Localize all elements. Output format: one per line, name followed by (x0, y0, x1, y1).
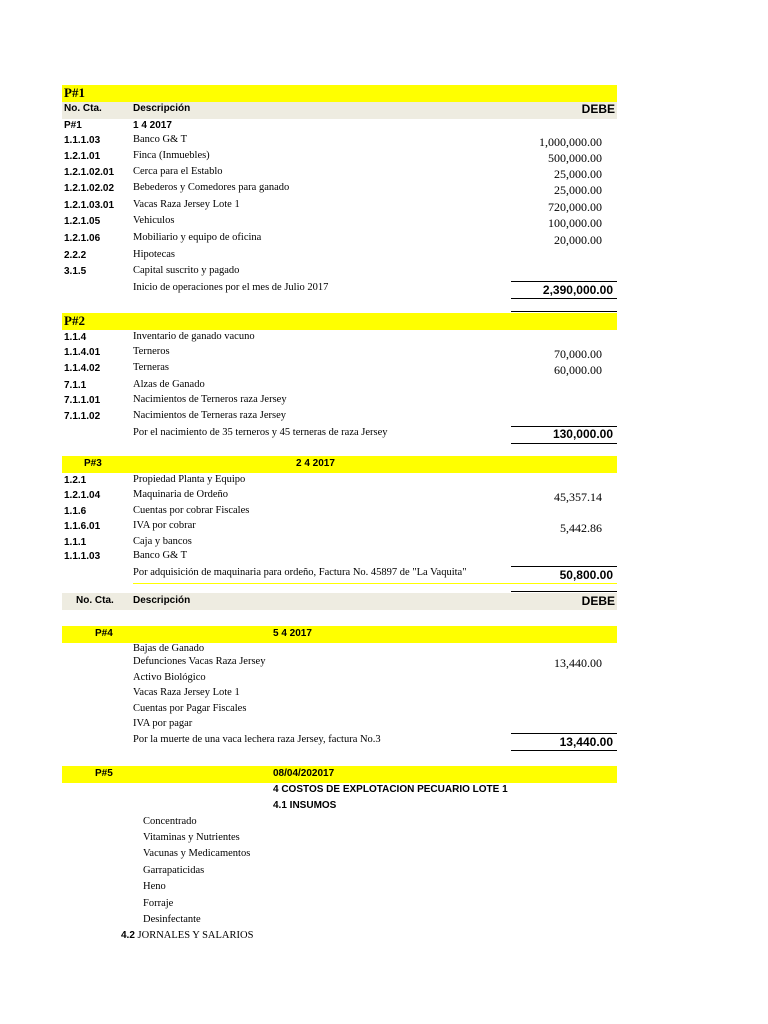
account-code: 1.1.6 (64, 506, 87, 517)
header-debe: DEBE (581, 102, 615, 116)
entry-memo: Por el nacimiento de 35 terneros y 45 terneras de raza Jersey (133, 427, 388, 438)
debit-amount: 25,000.00 (554, 167, 602, 181)
account-code: 1.1.4.02 (64, 363, 101, 374)
account-description: Mobiliario y equipo de oficina (133, 232, 262, 243)
account-code: 7.1.1.01 (64, 395, 101, 406)
p4-label: P#4 (95, 628, 113, 639)
account-description: Nacimientos de Terneros raza Jersey (133, 394, 287, 405)
list-item: Vitaminas y Nutrientes (143, 832, 240, 843)
debit-amount: 720,000.00 (548, 200, 602, 214)
entry-total: 130,000.00 (552, 427, 613, 441)
p5-label: P#5 (95, 768, 113, 779)
header-descripcion: Descripción (133, 595, 191, 606)
account-code: 1.2.1.04 (64, 490, 101, 501)
account-description: Activo Biológico (133, 672, 206, 683)
section-heading: 4 COSTOS DE EXPLOTACION PECUARIO LOTE 1 (273, 784, 508, 795)
debit-amount: 20,000.00 (554, 233, 602, 247)
total-rule-top (511, 733, 617, 734)
header-descripcion: Descripción (133, 103, 191, 114)
account-description: Nacimientos de Terneras raza Jersey (133, 410, 286, 421)
account-description: Terneros (133, 346, 170, 357)
header-debe: DEBE (581, 594, 615, 608)
account-description: Terneras (133, 362, 169, 373)
account-code: 1.2.1 (64, 475, 87, 486)
debit-amount: 60,000.00 (554, 363, 602, 377)
account-code: 2.2.2 (64, 250, 87, 261)
account-description: Vehiculos (133, 215, 175, 226)
entry-total: 2,390,000.00 (542, 283, 613, 297)
total-rule-bottom (511, 750, 617, 751)
list-item: Garrapaticidas (143, 865, 205, 876)
account-code: 1.2.1.02.02 (64, 183, 115, 194)
account-description: Inventario de ganado vacuno (133, 331, 255, 342)
header-no-cta: No. Cta. (76, 595, 114, 606)
account-description: Bajas de Ganado (133, 643, 205, 654)
account-description: Defunciones Vacas Raza Jersey (133, 656, 266, 667)
section-subheading (121, 930, 253, 941)
account-description: Cerca para el Establo (133, 166, 223, 177)
account-description: Maquinaria de Ordeño (133, 489, 229, 500)
debit-amount: 500,000.00 (548, 151, 602, 165)
debit-amount: 100,000.00 (548, 216, 602, 230)
entry-memo: Por la muerte de una vaca lechera raza Jersey, factura No.3 (133, 734, 381, 745)
section-rule (511, 591, 617, 592)
total-rule-bottom (511, 298, 617, 299)
p3-date: 2 4 2017 (296, 458, 335, 469)
account-description: Banco G& T (133, 134, 188, 145)
memo-underline (133, 583, 617, 584)
section-number: 4.2 (121, 930, 135, 941)
account-code: 1.2.1.03.01 (64, 200, 115, 211)
account-code: 7.1.1 (64, 380, 87, 391)
account-description: Cuentas por cobrar Fiscales (133, 505, 250, 516)
account-code: 1.1.1.03 (64, 135, 101, 146)
account-code: 1.1.4 (64, 332, 87, 343)
debit-amount: 1,000,000.00 (539, 135, 602, 149)
p3-band (62, 456, 617, 473)
debit-amount: 70,000.00 (554, 347, 602, 361)
entry-total: 13,440.00 (559, 735, 613, 749)
p4-date: 5 4 2017 (273, 628, 312, 639)
total-rule-bottom (511, 443, 617, 444)
p5-band (62, 766, 617, 783)
account-description: Cuentas por Pagar Fiscales (133, 703, 247, 714)
account-description: Banco G& T (133, 550, 188, 561)
entry-memo: Inicio de operaciones por el mes de Julio 2017 (133, 282, 329, 293)
debit-amount: 13,440.00 (554, 656, 602, 670)
p2-band (62, 313, 617, 330)
account-description: Finca (Inmuebles) (133, 150, 210, 161)
p5-date: 08/04/202017 (273, 768, 335, 779)
list-item: Heno (143, 881, 166, 892)
account-code: 1.2.1.01 (64, 151, 101, 162)
total-rule-top (511, 281, 617, 282)
debit-amount: 25,000.00 (554, 183, 602, 197)
p3-label: P#3 (84, 458, 102, 469)
p1-label: P#1 (64, 85, 85, 100)
p1-date-acct: P#1 (64, 120, 82, 131)
account-code: 1.2.1.06 (64, 233, 101, 244)
header-no-cta: No. Cta. (64, 103, 102, 114)
list-item: Forraje (143, 898, 174, 909)
account-description: Vacas Raza Jersey Lote 1 (133, 199, 240, 210)
p1-date: 1 4 2017 (133, 120, 172, 131)
list-item: Vacunas y Medicamentos (143, 848, 251, 859)
list-item: Desinfectante (143, 914, 201, 925)
account-description: Vacas Raza Jersey Lote 1 (133, 687, 240, 698)
p4-band (62, 626, 617, 643)
account-description: Propiedad Planta y Equipo (133, 474, 246, 485)
total-rule-top (511, 566, 617, 567)
account-description: Bebederos y Comedores para ganado (133, 182, 290, 193)
section-subheading: 4.1 INSUMOS (273, 800, 337, 811)
account-code: 1.2.1.05 (64, 216, 101, 227)
account-code: 1.2.1.02.01 (64, 167, 115, 178)
account-description: Alzas de Ganado (133, 379, 205, 390)
debit-amount: 5,442.86 (560, 521, 602, 535)
account-description: Caja y bancos (133, 536, 192, 547)
account-description: Hipotecas (133, 249, 175, 260)
p1-band (62, 85, 617, 102)
list-item: Concentrado (143, 816, 197, 827)
section-title: JORNALES Y SALARIOS (137, 930, 254, 941)
account-code: 1.1.4.01 (64, 347, 101, 358)
p2-label: P#2 (64, 313, 85, 328)
account-description: IVA por cobrar (133, 520, 196, 531)
account-code: 1.1.1 (64, 537, 87, 548)
entry-total: 50,800.00 (559, 568, 613, 582)
account-code: 1.1.1.03 (64, 551, 101, 562)
account-code: 7.1.1.02 (64, 411, 101, 422)
account-code: 1.1.6.01 (64, 521, 101, 532)
account-code: 3.1.5 (64, 266, 87, 277)
entry-memo: Por adquisición de maquinaria para ordeño, Factura No. 45897 de "La Vaquita" (133, 567, 467, 578)
debit-amount: 45,357.14 (554, 490, 602, 504)
account-description: Capital suscrito y pagado (133, 265, 240, 276)
section-rule (511, 311, 617, 312)
account-description: IVA por pagar (133, 718, 193, 729)
